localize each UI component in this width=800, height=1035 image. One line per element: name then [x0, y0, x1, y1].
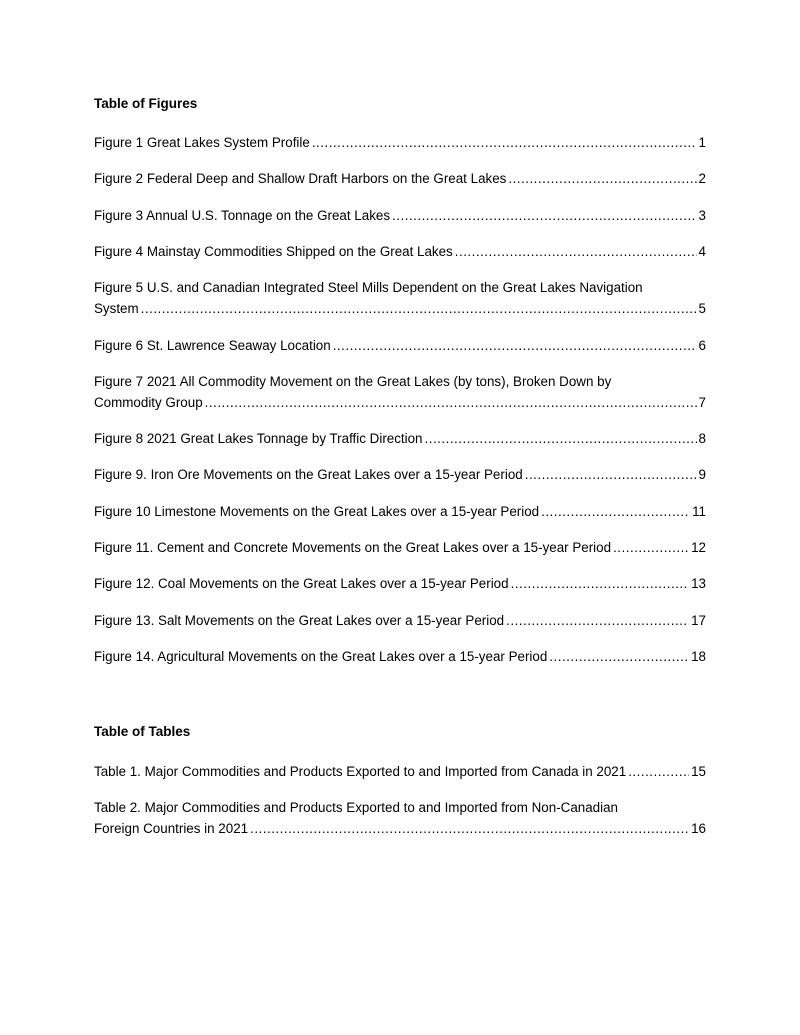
toc-entry-title: Figure 1 Great Lakes System Profile [94, 135, 310, 150]
toc-entry[interactable] [94, 797, 706, 839]
toc-entry-title: Figure 4 Mainstay Commodities Shipped on the Great Lakes [94, 243, 453, 259]
toc-page-number: 18 [691, 648, 706, 664]
toc-page-number: 1 [698, 135, 706, 150]
toc-page-number: 9 [698, 467, 706, 483]
toc-entry-title: Figure 12. Coal Movements on the Great Lakes over a 15-year Period [94, 576, 509, 592]
toc-entry[interactable] [94, 573, 706, 594]
toc-entry[interactable] [94, 132, 706, 153]
toc-entry[interactable] [94, 464, 706, 485]
table-of-tables-heading: Table of Tables [94, 724, 191, 739]
toc-entry-title: Figure 3 Annual U.S. Tonnage on the Great Lakes [94, 207, 391, 223]
toc-page-number: 5 [698, 301, 706, 317]
toc-entry-title: Foreign Countries in 2021 [94, 821, 249, 837]
toc-page-number: 11 [692, 503, 706, 519]
dot-leader [506, 610, 689, 631]
toc-entry-title: Table 1. Major Commodities and Products Exported to and Imported from Canada in 2021 [94, 764, 627, 779]
dot-leader [333, 335, 697, 356]
toc-entry-title: Figure 13. Salt Movements on the Great Lakes over a 15-year Period [94, 612, 505, 628]
toc-page-number: 17 [691, 612, 706, 628]
toc-entry[interactable] [94, 537, 706, 558]
dot-leader [455, 241, 697, 262]
toc-entry[interactable] [94, 646, 706, 667]
dot-leader [525, 464, 697, 485]
toc-entry-title: Figure 11. Cement and Concrete Movements on the Great Lakes over a 15-year Period [94, 540, 612, 555]
dot-leader [508, 168, 696, 189]
toc-entry[interactable] [94, 761, 706, 782]
toc-entry-title: Figure 2 Federal Deep and Shallow Draft Harbors on the Great Lakes [94, 171, 507, 187]
toc-entry[interactable] [94, 335, 706, 356]
table-of-figures-heading: Table of Figures [94, 96, 198, 111]
dot-leader [312, 132, 697, 153]
toc-entry-title: Figure 14. Agricultural Movements on the Great Lakes over a 15-year Period [94, 648, 548, 664]
dot-leader [392, 205, 697, 226]
toc-page-number: 16 [691, 821, 706, 837]
toc-entry-title: Figure 7 2021 All Commodity Movement on the Great Lakes (by tons), Broken Down by [94, 373, 612, 389]
toc-page-number: 6 [698, 337, 706, 353]
toc-entry-title: Figure 8 2021 Great Lakes Tonnage by Traffic Direction [94, 431, 423, 447]
toc-page-number: 8 [698, 431, 706, 447]
toc-entry-title: Figure 10 Limestone Movements on the Great Lakes over a 15-year Period [94, 503, 540, 519]
toc-entry[interactable] [94, 241, 706, 262]
toc-entry[interactable] [94, 501, 706, 522]
dot-leader [425, 428, 697, 449]
dot-leader [250, 818, 689, 839]
dot-leader [205, 392, 697, 413]
toc-page-number: 13 [691, 576, 706, 592]
toc-page-number: 7 [698, 394, 706, 410]
toc-entry-title: Figure 6 St. Lawrence Seaway Location [94, 337, 331, 353]
dot-leader [549, 646, 689, 667]
toc-entry[interactable] [94, 205, 706, 226]
toc-page-number: 3 [698, 207, 706, 223]
toc-page-number: 12 [691, 540, 706, 555]
toc-entry[interactable] [94, 371, 706, 413]
toc-entry[interactable] [94, 428, 706, 449]
toc-page-number: 2 [698, 171, 706, 187]
toc-page-number: 4 [698, 243, 706, 259]
dot-leader [511, 573, 690, 594]
toc-entry-title: Commodity Group [94, 394, 203, 410]
dot-leader [141, 298, 697, 319]
toc-entry[interactable] [94, 277, 706, 319]
toc-entry-title: Figure 9. Iron Ore Movements on the Great Lakes over a 15-year Period [94, 467, 523, 483]
toc-page-number: 15 [691, 764, 706, 779]
toc-entry-title: Figure 5 U.S. and Canadian Integrated Steel Mills Dependent on the Great Lakes Navigation [94, 280, 643, 296]
toc-entry[interactable] [94, 610, 706, 631]
dot-leader [541, 501, 690, 522]
toc-entry-title: System [94, 301, 139, 317]
dot-leader [628, 761, 689, 782]
toc-entry-title: Table 2. Major Commodities and Products Exported to and Imported from Non-Canadian [94, 800, 618, 816]
toc-entry[interactable] [94, 168, 706, 189]
dot-leader [613, 537, 689, 558]
